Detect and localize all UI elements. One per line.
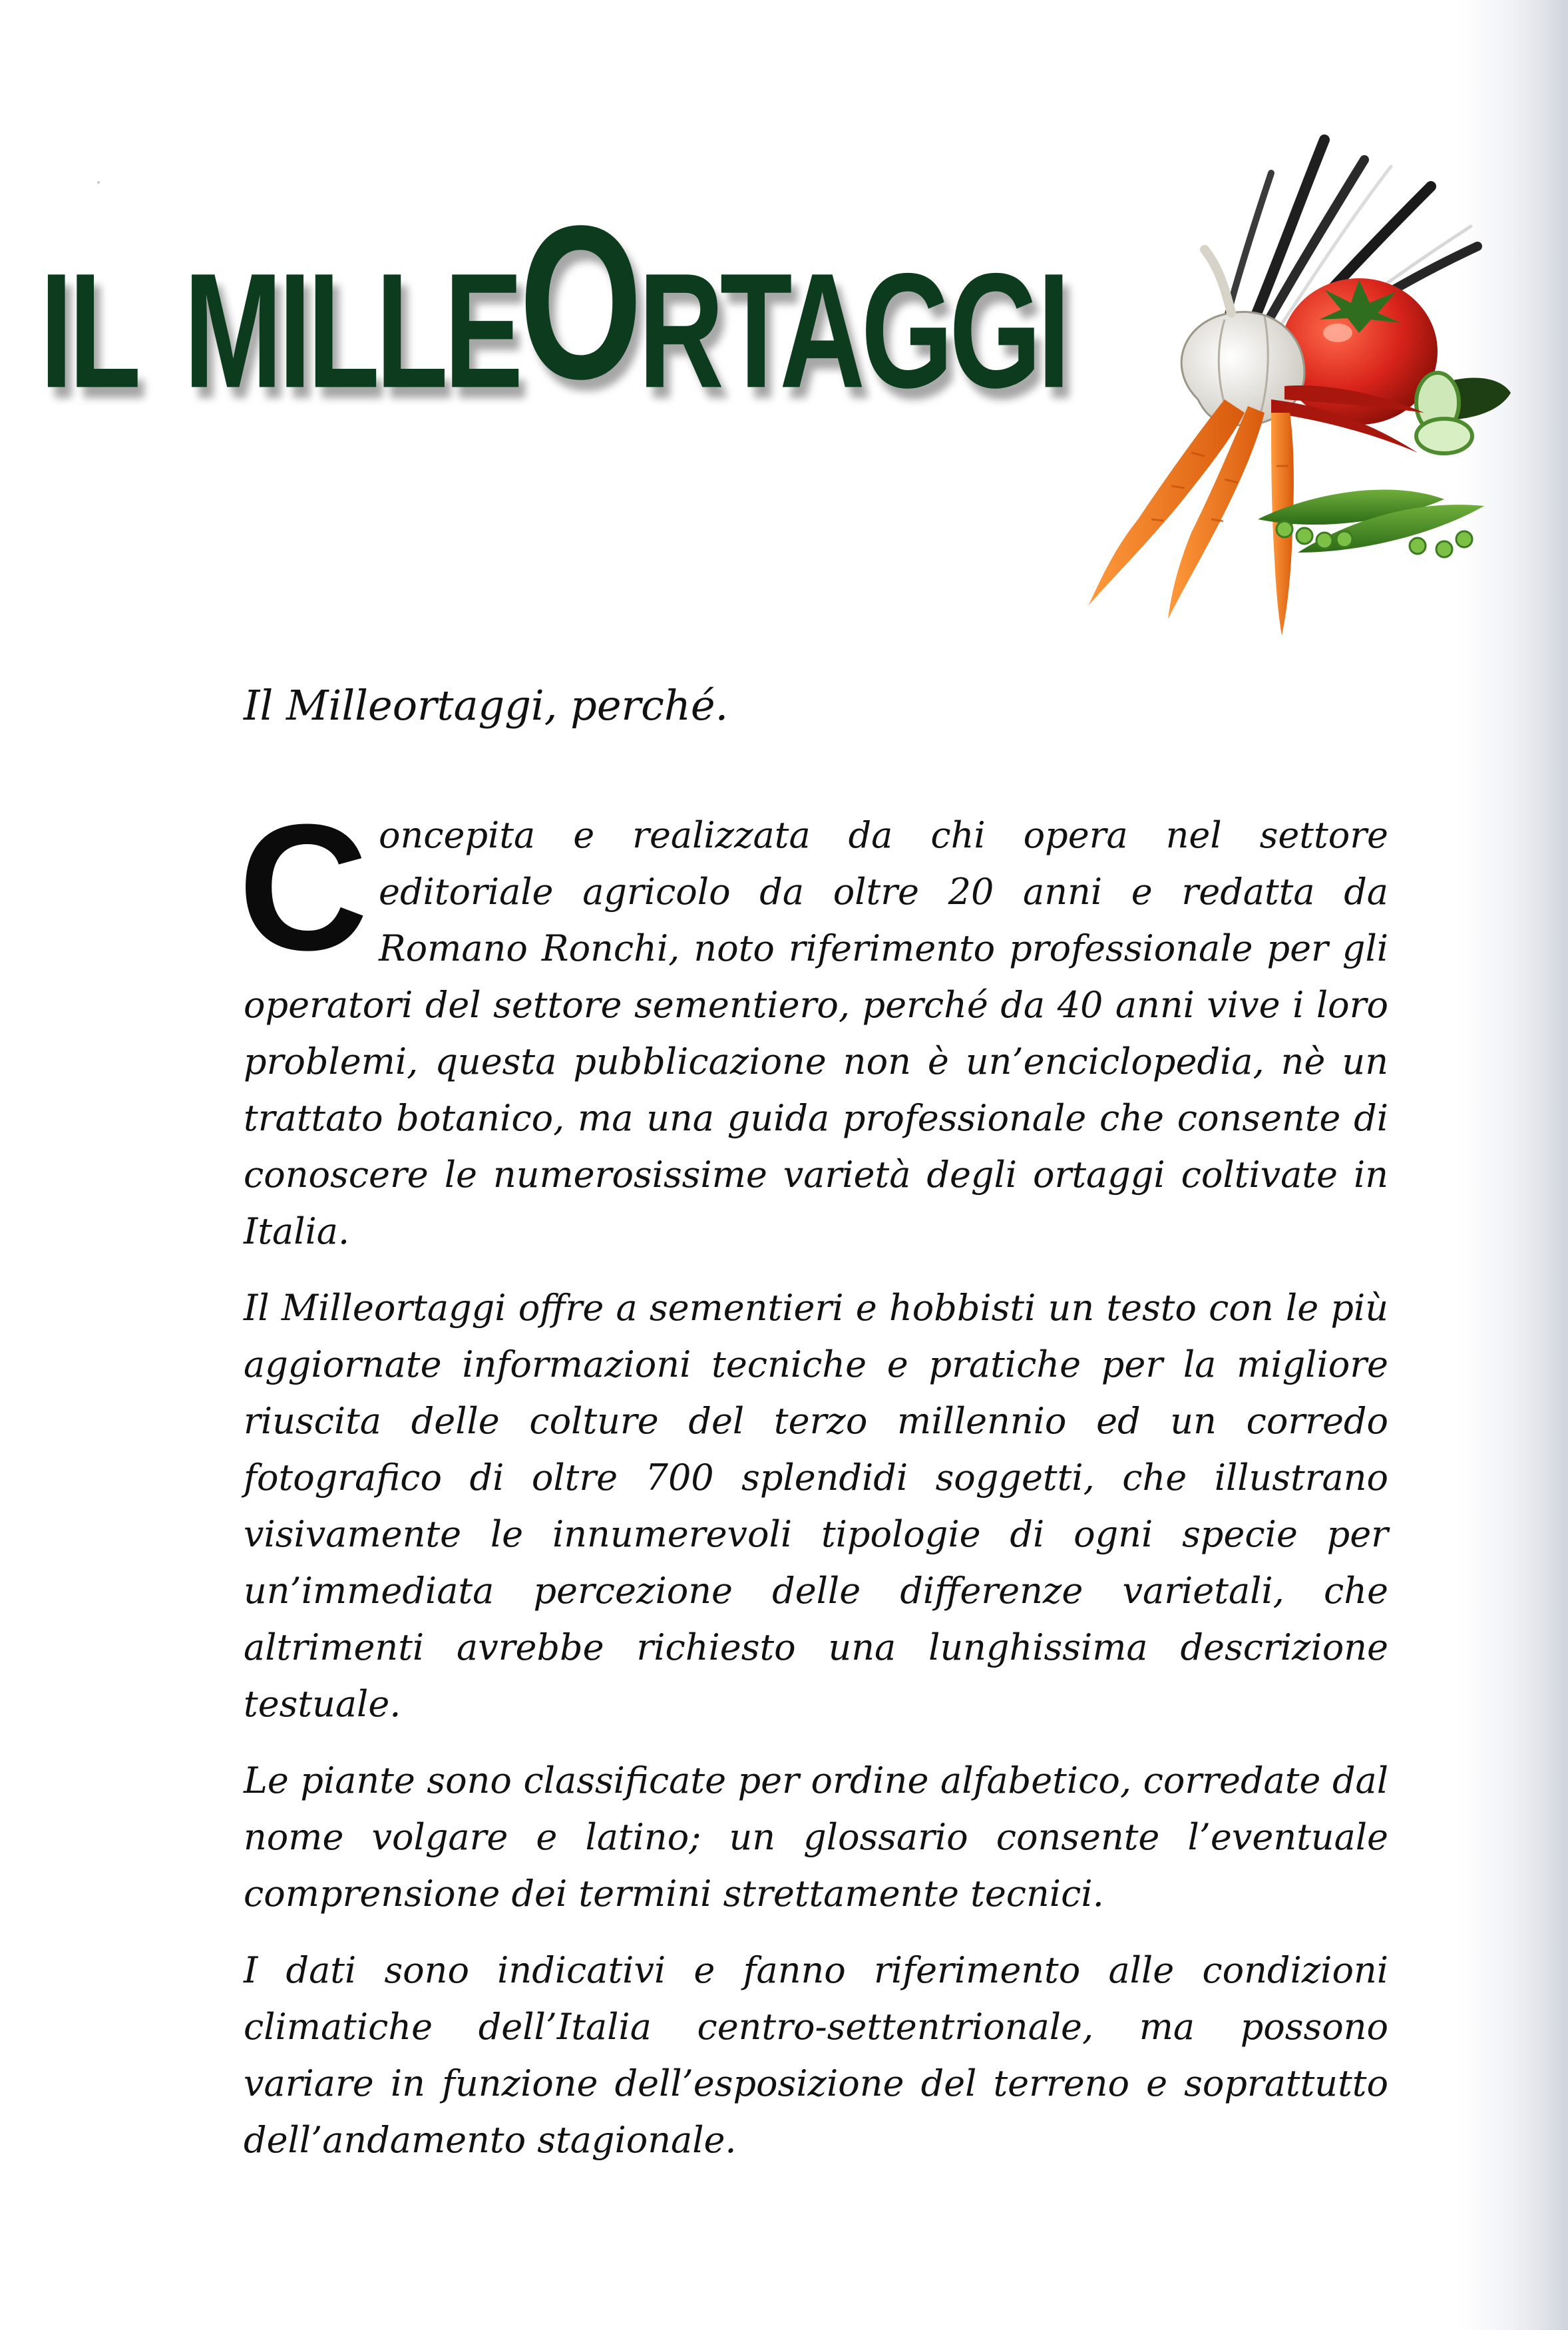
- title-part-il: IL: [40, 239, 138, 422]
- intro-text: [238, 679, 1388, 2188]
- dropcap: C: [238, 788, 368, 988]
- paragraph-3: Le piante sono classificate per ordine alfabetico, corredate dal nome volgare e latino; un glossario consente l’eventuale comprensione dei termini strettamente tecnici.: [244, 1759, 1388, 1915]
- vegetables-illustration-icon: [912, 120, 1511, 639]
- title-part-mille: MILLE: [184, 239, 520, 422]
- title-part-rtaggi: RTAGGI: [638, 239, 1067, 422]
- paragraph-1: [238, 788, 1388, 1260]
- paragraph-4: I dati sono indicativi e fanno riferimento alle condizioni climatiche dell’Italia centro-settentrionale, ma possono variare in funzione dell’esposizione del terreno e soprattutto dell’andamento stagionale.: [244, 1949, 1388, 2161]
- paragraph-2: Il Milleortaggi offre a sementieri e hobbisti un testo con le più aggiornate informazioni tecniche e pratiche per la migliore riuscita delle colture del terzo millennio ed un corredo fotografico di oltre 700 splendidi soggetti, che illustrano visivamente le innumerevoli tipologie di ogni specie per un’immediata percezione delle differenze varietali, che altrimenti avrebbe richiesto una lunghissima descrizione testuale.: [244, 1287, 1388, 1725]
- title-part-o: O: [519, 181, 639, 425]
- cucumber-icon: [1416, 373, 1511, 453]
- paragraph-1-text: oncepita e realizzata da chi opera nel settore editoriale agricolo da oltre 20 anni e redatta da Romano Ronchi, noto riferimento professionale per gli operatori del settore sementiero, perché da 40 anni vive i loro problemi, questa pubblicazione non è un’enciclopedia, nè un trattato botanico, ma una guida professionale che consente di conoscere le numerosissime varietà degli ortaggi coltivate in Italia.: [244, 814, 1388, 1252]
- section-heading: Il Milleortaggi, perché.: [244, 681, 729, 730]
